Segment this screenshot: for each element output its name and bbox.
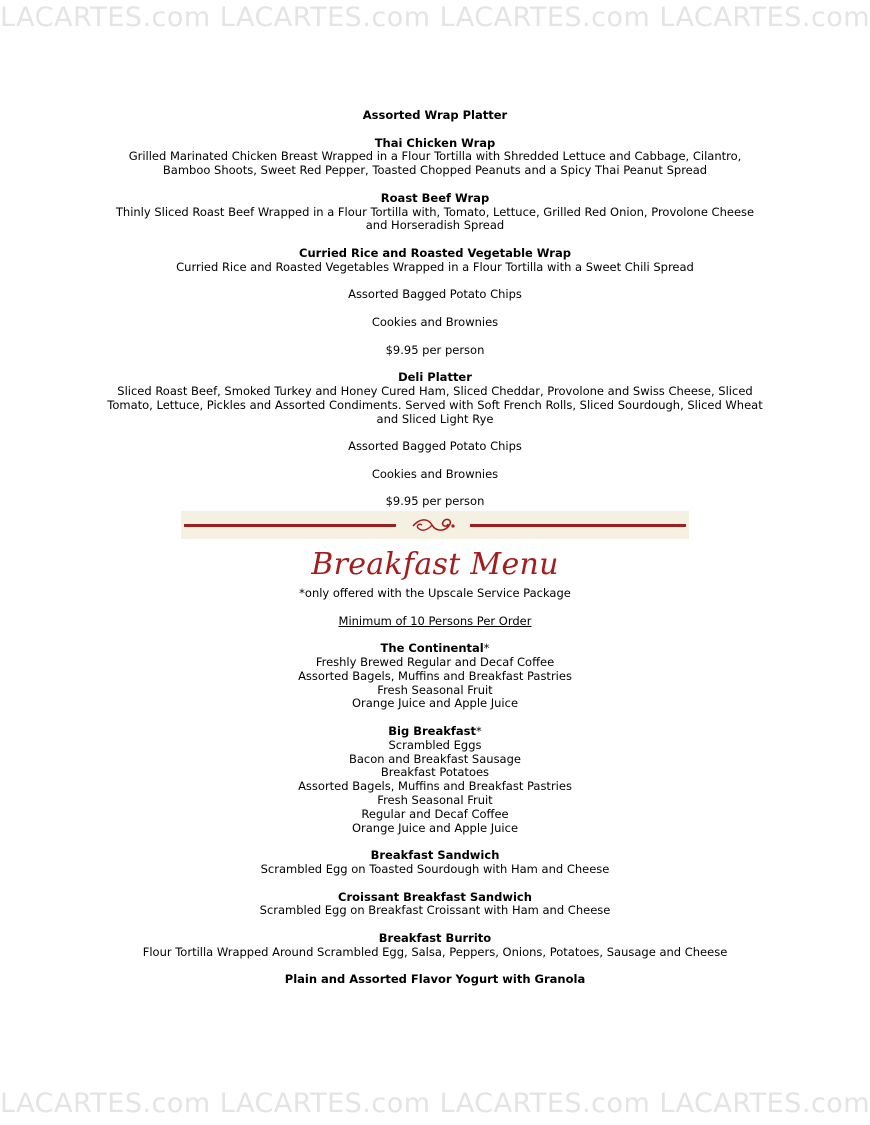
wrap-cookies: Cookies and Brownies <box>371 314 499 329</box>
big-breakfast-item: Fresh Seasonal Fruit <box>377 793 493 808</box>
big-breakfast-item: Breakfast Potatoes <box>380 765 490 780</box>
divider-rule-right <box>470 524 686 527</box>
breakfast-sandwich-name: Breakfast Sandwich <box>370 848 500 863</box>
continental-name: The Continental <box>380 641 484 656</box>
continental-heading <box>0 642 870 656</box>
continental-item: Orange Juice and Apple Juice <box>351 696 519 711</box>
curried-wrap-name: Curried Rice and Roasted Vegetable Wrap <box>299 245 571 260</box>
divider-rule-left <box>184 524 396 527</box>
deli-price: $9.95 per person <box>385 494 485 509</box>
big-breakfast-asterisk: * <box>475 724 482 739</box>
watermark-top: LACARTES.com LACARTES.com LACARTES.com LACARTES.com <box>0 2 870 33</box>
continental-item: Freshly Brewed Regular and Decaf Coffee <box>315 655 555 670</box>
big-breakfast-item: Scrambled Eggs <box>388 737 482 752</box>
thai-chicken-wrap-desc: Grilled Marinated Chicken Breast Wrapped in a Flour Tortilla with Shredded Lettuce and Cabbage, Cilantro, <box>128 149 742 164</box>
watermark-bottom: LACARTES.com LACARTES.com LACARTES.com LACARTES.com <box>0 1088 870 1119</box>
breakfast-burrito-desc: Flour Tortilla Wrapped Around Scrambled Egg, Salsa, Peppers, Onions, Potatoes, Sausage and Cheese <box>142 944 728 959</box>
breakfast-burrito-name: Breakfast Burrito <box>378 931 492 946</box>
deli-platter-desc: Tomato, Lettuce, Pickles and Assorted Condiments. Served with Soft French Rolls, Sliced Sourdough, Sliced Wheat <box>107 397 763 412</box>
big-breakfast-item: Assorted Bagels, Muffins and Breakfast Pastries <box>298 779 572 794</box>
yogurt-item: Plain and Assorted Flavor Yogurt with Granola <box>284 972 586 987</box>
big-breakfast-item: Regular and Decaf Coffee <box>361 806 509 821</box>
big-breakfast-item: Bacon and Breakfast Sausage <box>349 751 521 766</box>
roast-beef-wrap-desc: and Horseradish Spread <box>365 218 505 233</box>
big-breakfast-name: Big Breakfast <box>388 724 476 739</box>
ornamental-divider <box>181 511 689 539</box>
breakfast-sandwich-desc: Scrambled Egg on Toasted Sourdough with Ham and Cheese <box>260 862 610 877</box>
breakfast-menu-title: Breakfast Menu <box>311 547 559 583</box>
thai-chicken-wrap-desc: Bamboo Shoots, Sweet Red Pepper, Toasted Chopped Peanuts and a Spicy Thai Peanut Spread <box>162 163 708 178</box>
curried-wrap-desc: Curried Rice and Roasted Vegetables Wrapped in a Flour Tortilla with a Sweet Chili Spread <box>176 259 694 274</box>
wrap-platter-title: Assorted Wrap Platter <box>362 108 508 122</box>
flourish-icon <box>410 514 456 536</box>
deli-platter-desc: and Sliced Light Rye <box>376 411 494 426</box>
continental-item: Fresh Seasonal Fruit <box>377 682 493 697</box>
thai-chicken-wrap-name: Thai Chicken Wrap <box>374 135 496 150</box>
roast-beef-wrap-desc: Thinly Sliced Roast Beef Wrapped in a Flour Tortilla with, Tomato, Lettuce, Grilled Red Onion, Provolone Cheese <box>115 204 755 219</box>
continental-item: Assorted Bagels, Muffins and Breakfast Pastries <box>298 668 572 683</box>
deli-cookies: Cookies and Brownies <box>371 466 499 481</box>
menu-page <box>0 109 870 987</box>
croissant-sandwich-desc: Scrambled Egg on Breakfast Croissant with Ham and Cheese <box>259 903 611 918</box>
continental-asterisk: * <box>483 641 490 656</box>
wrap-chips: Assorted Bagged Potato Chips <box>348 287 522 302</box>
deli-platter-desc: Sliced Roast Beef, Smoked Turkey and Honey Cured Ham, Sliced Cheddar, Provolone and Swiss Cheese, Sliced <box>117 383 753 398</box>
roast-beef-wrap-name: Roast Beef Wrap <box>380 190 490 205</box>
deli-platter-name: Deli Platter <box>398 370 472 385</box>
croissant-sandwich-name: Croissant Breakfast Sandwich <box>338 889 532 904</box>
deli-chips: Assorted Bagged Potato Chips <box>348 439 522 454</box>
breakfast-note: *only offered with the Upscale Service Package <box>299 586 571 601</box>
big-breakfast-item: Orange Juice and Apple Juice <box>351 820 519 835</box>
breakfast-minimum: Minimum of 10 Persons Per Order <box>338 613 532 628</box>
wrap-price: $9.95 per person <box>385 342 485 357</box>
big-breakfast-heading <box>0 725 870 739</box>
